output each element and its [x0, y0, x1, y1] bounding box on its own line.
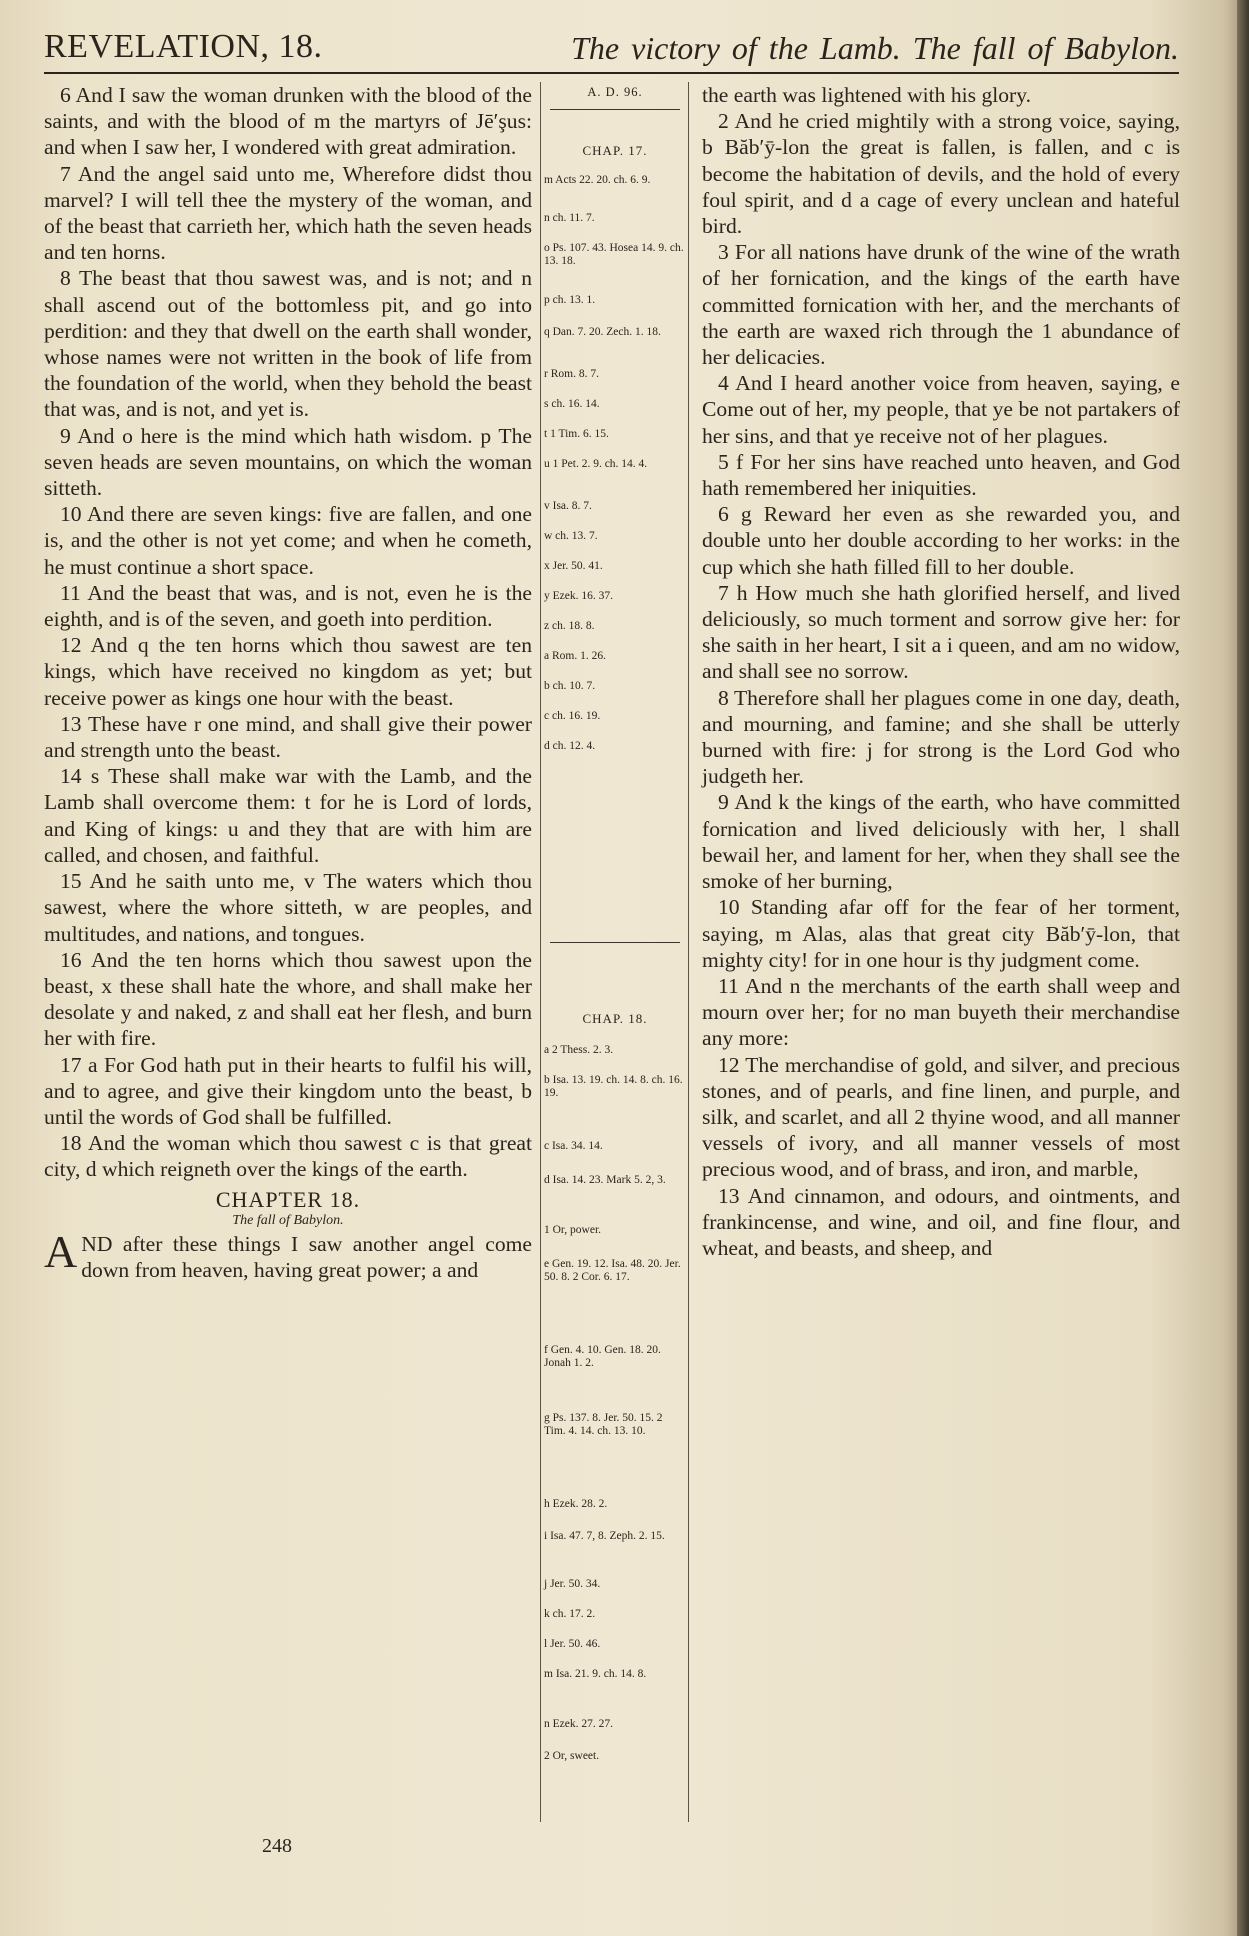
chap-18-label: CHAP. 18.	[582, 1011, 648, 1026]
ref-18-k: k ch. 17. 2.	[544, 1608, 596, 1620]
chap-divider-rule	[550, 942, 680, 943]
cross-reference-column	[544, 82, 686, 1762]
verse-17-11: 11 And the beast that was, and is not, even he is the eighth, and is of the seven, and goeth into perdition.	[44, 580, 532, 632]
ref-18-l: l Jer. 50. 46.	[544, 1638, 601, 1650]
left-text-column	[44, 82, 532, 1283]
verse-17-9: 9 And o here is the mind which hath wisdom. p The seven heads are seven mountains, on which the woman sitteth.	[44, 423, 532, 501]
era-label: A. D. 96.	[587, 85, 643, 99]
verse-18-10: 10 Standing afar off for the fear of her torment, saying, m Alas, alas that great city Băb′ȳ-lon, that mighty city! for in one hour is thy judgment come.	[702, 895, 1180, 972]
chapter-heading: CHAPTER 18.	[215, 1186, 361, 1212]
verse-17-17: 17 a For God hath put in their hearts to fulfil his will, and to agree, and give their kingdom unto the beast, b until the words of God shall be fulfilled.	[44, 1052, 532, 1129]
verse-17-6: 6 And I saw the woman drunken with the blood of the saints, and with the blood of m the martyrs of Jē′şus: and when I saw her, I wondered with great admiration.	[44, 83, 532, 160]
verse-18-8: 8 Therefore shall her plagues come in one day, death, and mourning, and famine; and she shall be utterly burned with fire: j for strong is the Lord God who judgeth her.	[702, 685, 1180, 789]
ref-18-g: g Ps. 137. 8. Jer. 50. 15. 2 Tim. 4. 14. ch. 13. 10.	[544, 1412, 663, 1437]
book-chapter-heading: REVELATION, 18.	[44, 28, 323, 65]
ref-17-c: c ch. 16. 19.	[544, 710, 601, 722]
verse-17-10: 10 And there are seven kings: five are fallen, and one is, and the other is not yet come; and when he cometh, he must continue a short space.	[44, 502, 532, 579]
verse-18-5: 5 f For her sins have reached unto heaven, and God hath remembered her iniquities.	[702, 449, 1180, 501]
ref-18-i: i Isa. 47. 7, 8. Zeph. 2. 15.	[544, 1530, 665, 1542]
verse-17-16: 16 And the ten horns which thou sawest upon the beast, x these shall hate the whore, and shall make her desolate y and naked, z and shall eat her flesh, and burn her with fire.	[44, 947, 532, 1051]
ref-17-p: p ch. 13. 1.	[544, 294, 596, 306]
chap-17-label: CHAP. 17.	[582, 143, 648, 158]
verse-18-13: 13 And cinnamon, and odours, and ointments, and frankincense, and wine, and oil, and fine flour, and wheat, and beasts, and sheep, and	[702, 1183, 1180, 1260]
ref-17-y: y Ezek. 16. 37.	[544, 590, 613, 602]
verse-17-15: 15 And he saith unto me, v The waters which thou sawest, where the whore sitteth, w are peoples, and multitudes, and nations, and tongues.	[44, 869, 532, 946]
ref-17-m: m Acts 22. 20. ch. 6. 9.	[544, 174, 651, 186]
ref-18-b: b Isa. 13. 19. ch. 14. 8. ch. 16. 19.	[544, 1074, 683, 1099]
page-number: 248	[262, 1835, 292, 1857]
ref-17-v: v Isa. 8. 7.	[544, 500, 592, 512]
ref-17-w: w ch. 13. 7.	[544, 530, 598, 542]
verse-18-7: 7 h How much she hath glorified herself, and lived deliciously, so much torment and sorrow give her: for she saith in her heart, I sit a i queen, and am no widow, and shall see no sorrow.	[702, 580, 1180, 684]
ref-17-r: r Rom. 8. 7.	[544, 368, 599, 380]
column-rule-right	[688, 82, 689, 1822]
verse-17-7: 7 And the angel said unto me, Wherefore didst thou marvel? I will tell thee the mystery of the woman, and of the beast that carrieth her, which hath the seven heads and ten horns.	[44, 161, 532, 265]
ref-18-e: e Gen. 19. 12. Isa. 48. 20. Jer. 50. 8. 2 Cor. 6. 17.	[544, 1258, 681, 1283]
verse-17-8: 8 The beast that thou sawest was, and is not; and n shall ascend out of the bottomless pit, and go into perdition: and they that dwell on the earth shall wonder, whose names were not written in the book of life from the foundation of the world, when they behold the beast that was, and is not, and yet is.	[44, 266, 532, 422]
ref-18-a: a 2 Thess. 2. 3.	[544, 1044, 614, 1056]
ref-18-d: d Isa. 14. 23. Mark 5. 2, 3.	[544, 1174, 666, 1186]
ref-17-x: x Jer. 50. 41.	[544, 560, 603, 572]
drop-cap: A	[44, 1225, 78, 1277]
verse-18-9: 9 And k the kings of the earth, who have committed fornication and lived deliciously with her, l shall bewail her, and lament for her, when they shall see the smoke of her burning,	[702, 790, 1180, 894]
ref-17-s: s ch. 16. 14.	[544, 398, 600, 410]
ref-17-u: u 1 Pet. 2. 9. ch. 14. 4.	[544, 458, 648, 470]
ref-18-c: c Isa. 34. 14.	[544, 1140, 603, 1152]
ref-18-note-2: 2 Or, sweet.	[544, 1750, 600, 1762]
verse-18-1-text: ND after these things I saw another angel come down from heaven, having great power; a and	[81, 1231, 532, 1282]
ref-17-a: a Rom. 1. 26.	[544, 650, 606, 662]
running-title: The victory of the Lamb. The fall of Babylon.	[571, 30, 1179, 66]
ref-18-f: f Gen. 4. 10. Gen. 18. 20. Jonah 1. 2.	[544, 1344, 661, 1369]
chapter-subtitle: The fall of Babylon.	[232, 1212, 344, 1228]
era-rule	[550, 109, 680, 110]
verse-17-13: 13 These have r one mind, and shall give their power and strength unto the beast.	[44, 711, 532, 763]
ref-17-o: o Ps. 107. 43. Hosea 14. 9. ch. 13. 18.	[544, 242, 684, 267]
ref-17-z: z ch. 18. 8.	[544, 620, 595, 632]
ref-18-n: n Ezek. 27. 27.	[544, 1718, 613, 1730]
ref-17-t: t 1 Tim. 6. 15.	[544, 428, 609, 440]
verse-17-14: 14 s These shall make war with the Lamb, and the Lamb shall overcome them: t for he is Lord of lords, and King of kings: u and they that are with him are called, and chosen, and faithful.	[44, 764, 532, 867]
ref-18-h: h Ezek. 28. 2.	[544, 1498, 608, 1510]
verse-18-12: 12 The merchandise of gold, and silver, and precious stones, and of pearls, and fine linen, and purple, and silk, and scarlet, and all 2 thyine wood, and all manner vessels of ivory, and all manner vessels of most precious wood, and of brass, and iron, and marble,	[702, 1052, 1180, 1182]
verse-18-11: 11 And n the merchants of the earth shall weep and mourn over her; for no man buyeth their merchandise any more:	[702, 973, 1180, 1051]
verse-18-4: 4 And I heard another voice from heaven, saying, e Come out of her, my people, that ye be not partakers of her sins, and that ye receive not of her plagues.	[702, 371, 1180, 448]
ref-17-n: n ch. 11. 7.	[544, 212, 595, 224]
page-edge-shadow	[1237, 0, 1249, 1936]
ref-18-m: m Isa. 21. 9. ch. 14. 8.	[544, 1668, 647, 1680]
ref-17-d: d ch. 12. 4.	[544, 740, 596, 752]
verse-18-3: 3 For all nations have drunk of the wine of the wrath of her fornication, and the kings of the earth have committed fornication with her, and the merchants of the earth are waxed rich through the 1 abundance of her delicacies.	[702, 240, 1180, 370]
verse-18-2: 2 And he cried mightily with a strong voice, saying, b Băb′ȳ-lon the great is fallen, is fallen, and c is become the habitation of devils, and the hold of every foul spirit, and d a cage of every unclean and hateful bird.	[702, 109, 1180, 239]
running-header	[44, 28, 1179, 74]
verse-18-1-cont: the earth was lightened with his glory.	[702, 83, 1032, 107]
verse-18-6: 6 g Reward her even as she rewarded you, and double unto her double according to her works: in the cup which she hath filled fill to her double.	[702, 502, 1180, 579]
ref-17-q: q Dan. 7. 20. Zech. 1. 18.	[544, 326, 661, 338]
verse-17-12: 12 And q the ten horns which thou sawest are ten kings, which have received no kingdom as yet; but receive power as kings one hour with the beast.	[44, 633, 532, 710]
ref-18-j: j Jer. 50. 34.	[544, 1578, 601, 1590]
column-rule-left	[540, 82, 541, 1822]
ref-17-b: b ch. 10. 7.	[544, 680, 596, 692]
verse-18-1	[44, 1225, 532, 1283]
verse-17-18: 18 And the woman which thou sawest c is that great city, d which reigneth over the kings of the earth.	[44, 1131, 532, 1182]
ref-18-note-1: 1 Or, power.	[544, 1224, 602, 1236]
right-text-column	[702, 82, 1180, 1261]
